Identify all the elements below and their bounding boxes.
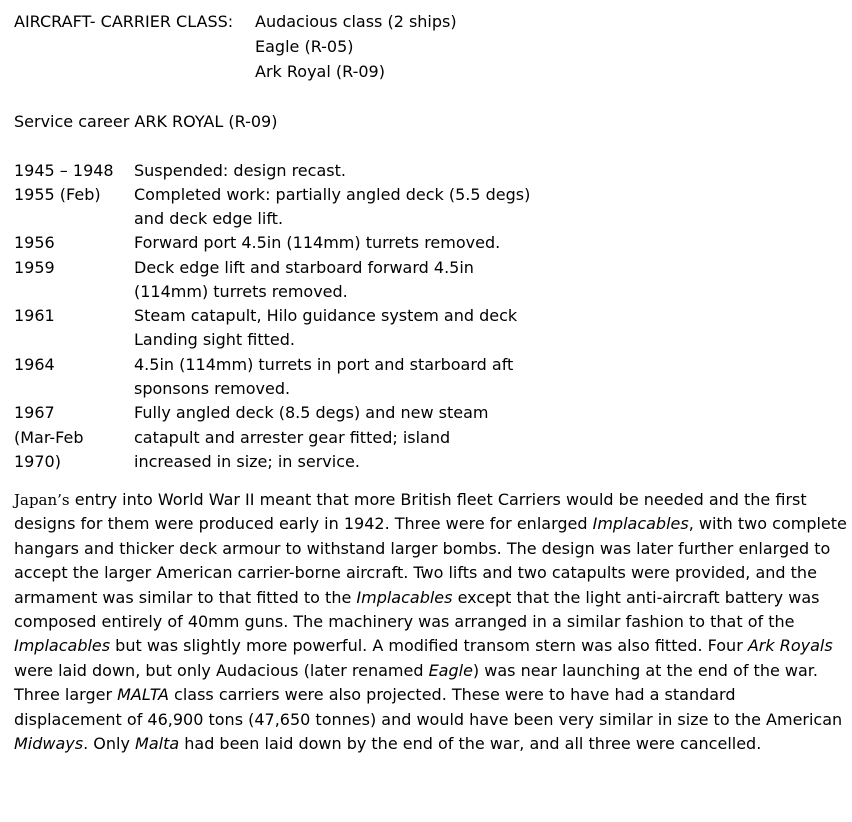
italic-span: Midways	[14, 734, 84, 754]
ship-name: Eagle (R-05)	[255, 37, 354, 56]
career-desc: increased in size; in service.	[134, 452, 360, 471]
career-desc: Deck edge lift and starboard forward 4.5in	[134, 258, 474, 277]
paragraph	[14, 683, 848, 756]
career-desc: Completed work: partially angled deck (5.5 degs)	[134, 185, 531, 204]
text-span: but was slightly more powerful. A modified transom stern was also fitted. Four	[110, 636, 748, 656]
career-heading: Service career ARK ROYAL (R-09)	[14, 112, 278, 131]
body-text	[14, 488, 848, 756]
ship-name: Ark Royal (R-09)	[255, 62, 385, 81]
career-year: 1959	[14, 258, 55, 277]
career-desc: catapult and arrester gear fitted; island	[134, 428, 451, 447]
career-desc: 4.5in (114mm) turrets in port and starboard aft	[134, 355, 514, 374]
ship-name: Audacious class (2 ships)	[255, 12, 457, 31]
career-year: 1970)	[14, 452, 61, 471]
career-desc: Forward port 4.5in (114mm) turrets removed.	[134, 233, 501, 252]
italic-span: Malta	[135, 734, 180, 754]
text-span: , with two complete hangars and thicker deck armour to withstand larger bombs. The design was later further enlarged to accept the larger American carrier-borne aircraft. Two lifts and two catapults were provided, and the armament was similar to that fitted to the	[14, 514, 847, 607]
career-desc: Steam catapult, Hilo guidance system and deck	[134, 306, 518, 325]
text-span: entry into World War II meant that more British fleet Carriers would be needed and the first designs for them were produced early in 1942. Three were for enlarged	[14, 490, 807, 534]
italic-span: Implacables	[592, 514, 689, 534]
italic-span: Implacables	[356, 587, 453, 607]
italic-span: Eagle	[428, 660, 473, 680]
career-year: 1955 (Feb)	[14, 185, 101, 204]
text-span: had been laid down by the end of the war, and all three were cancelled.	[179, 734, 762, 754]
career-year: 1945 – 1948	[14, 161, 114, 180]
career-year: (Mar-Feb	[14, 428, 84, 447]
italic-span: Ark Royals	[747, 636, 833, 656]
class-label: AIRCRAFT- CARRIER CLASS:	[14, 12, 234, 31]
text-span: . Only	[83, 734, 136, 754]
text-span: Japan’s	[14, 491, 70, 509]
career-year: 1956	[14, 233, 55, 252]
career-desc: sponsons removed.	[134, 379, 291, 398]
career-desc: Fully angled deck (8.5 degs) and new steam	[134, 403, 489, 422]
text-span: except that the light anti-aircraft battery was composed entirely of 40mm guns. The machinery was arranged in a similar fashion to that of the	[14, 587, 820, 632]
career-year: 1967	[14, 403, 55, 422]
text-span: class carriers were also projected. These were to have had a standard displacement of 46,900 tons (47,650 tonnes) and would have been very similar in size to the American	[14, 685, 843, 729]
text-span: ) was near launching at the end of the war.	[472, 660, 818, 680]
career-year: 1964	[14, 355, 55, 374]
career-desc: Suspended: design recast.	[134, 161, 346, 180]
text-span: were laid down, but only Audacious (later renamed	[14, 660, 429, 680]
paragraph	[14, 488, 848, 683]
career-desc: and deck edge lift.	[134, 209, 284, 228]
italic-span: Implacables	[14, 636, 111, 656]
career-desc: Landing sight fitted.	[134, 330, 295, 349]
italic-span: MALTA	[117, 685, 169, 705]
career-year: 1961	[14, 306, 55, 325]
career-desc: (114mm) turrets removed.	[134, 282, 348, 301]
text-span: Three larger	[14, 685, 118, 705]
